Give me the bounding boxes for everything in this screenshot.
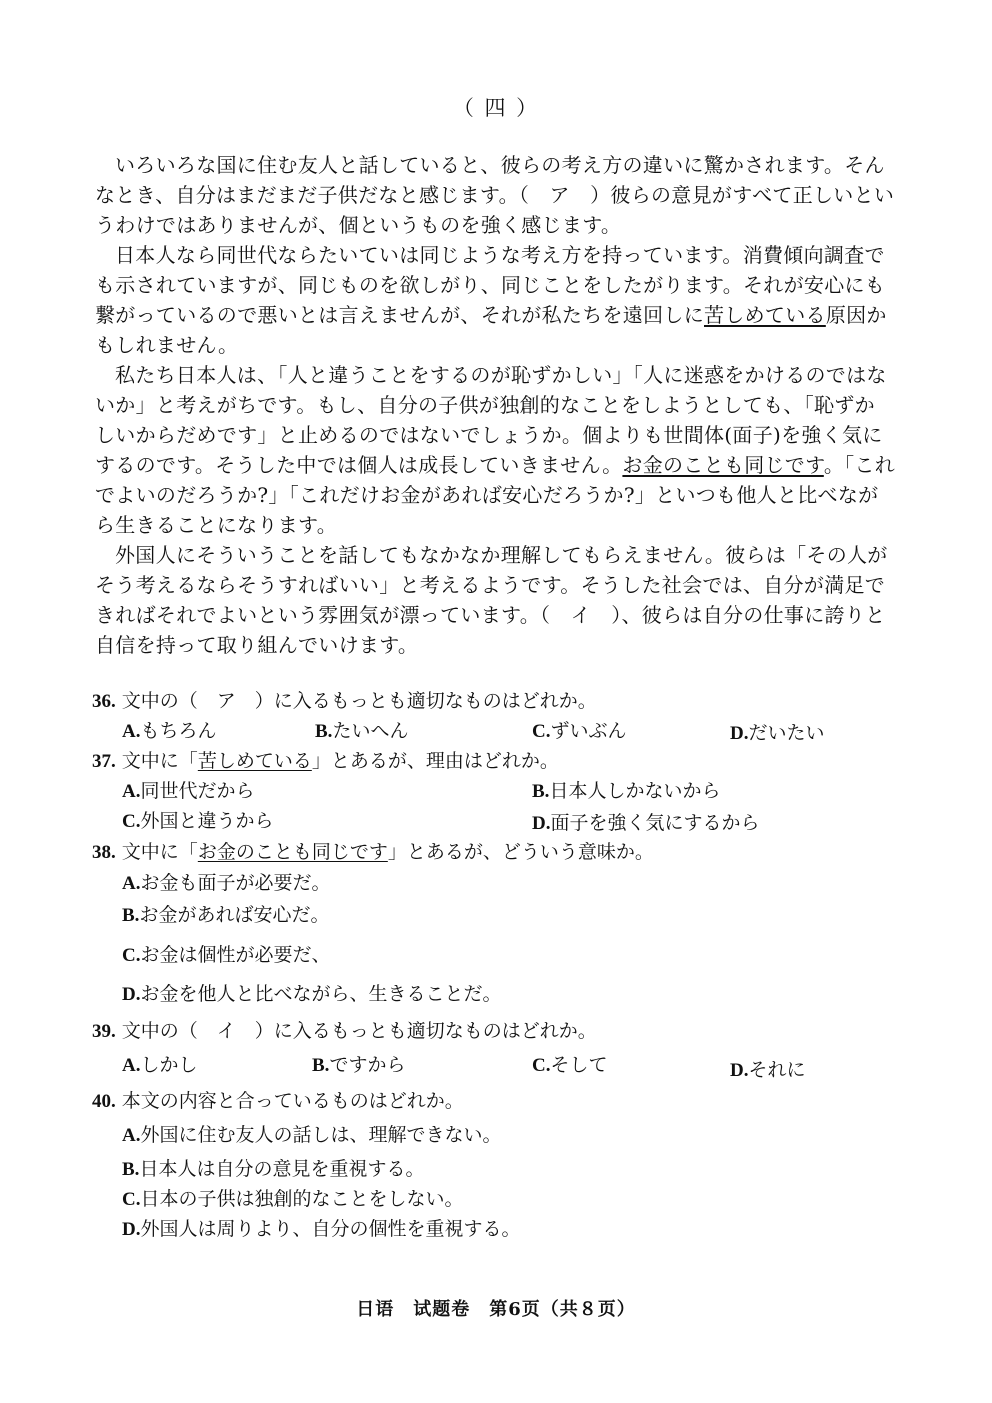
option-38-a[interactable] <box>122 868 331 899</box>
page-footer: 日语 试题卷 第6页（共８页） <box>356 1299 636 1320</box>
option-40-b[interactable] <box>122 1154 424 1185</box>
option-text: お金も面子が必要だ。 <box>140 872 331 894</box>
question-text: 文中の（ イ ）に入るもっとも適切なものはどれか。 <box>121 1020 597 1042</box>
option-40-c[interactable] <box>122 1184 464 1215</box>
option-37-b[interactable] <box>532 776 720 807</box>
question-38 <box>92 837 654 868</box>
option-text: お金は個性が必要だ、 <box>140 944 331 966</box>
passage-text: 私たち日本人は、「人と違うことをするのが恥ずかしい」「人に迷惑をかけるのではないか」と考えがちです。もし、自分の子供が独創的なことをしようとしても、「恥ずかしいからだめです」と止めるのではないでしょうか。個よりも世間体(面子)を強く気にするのです。そうした中では個人は成長していきません。 <box>95 363 887 477</box>
option-37-d[interactable] <box>532 808 760 839</box>
question-text: 本文の内容と合っているものはどれか。 <box>121 1090 464 1112</box>
question-36 <box>92 686 597 717</box>
option-text: 日本人しかないから <box>549 780 721 802</box>
option-text: お金を他人と比べながら、生きることだ。 <box>140 983 502 1005</box>
question-text: 」とあるが、理由はどれか。 <box>311 750 559 772</box>
option-39-d[interactable] <box>730 1055 806 1086</box>
section-title: （ 四 ） <box>452 96 540 120</box>
option-37-c[interactable] <box>122 806 274 837</box>
underlined-phrase: お金のことも同じです <box>197 841 388 863</box>
question-text: 」とあるが、どういう意味か。 <box>387 841 654 863</box>
option-39-c[interactable] <box>532 1050 608 1081</box>
option-letter: A. <box>122 781 141 802</box>
option-39-a[interactable] <box>122 1050 198 1081</box>
passage-text: 。「これでよいのだろうか?」「これだけお金があれば安心だろうか?」といつも他人と比べながら生きることになります。 <box>95 453 896 537</box>
reading-passage <box>95 150 895 660</box>
option-text: お金があれば安心だ。 <box>139 904 330 926</box>
underlined-phrase: 苦しめている <box>704 303 826 327</box>
option-letter: B. <box>312 1055 330 1076</box>
passage-paragraph-3 <box>95 360 895 540</box>
option-36-a[interactable] <box>122 716 217 747</box>
option-letter: C. <box>532 721 551 742</box>
option-38-d[interactable] <box>122 979 502 1010</box>
option-text: しかし <box>140 1054 198 1076</box>
passage-paragraph-1: いろいろな国に住む友人と話していると、彼らの考え方の違いに驚かされます。そんなとき、自分はまだまだ子供だなと感じます。（ ア ）彼らの意見がすべて正しいというわけではありませんが、個というものを強く感じます。 <box>95 153 895 237</box>
option-text: そして <box>550 1054 608 1076</box>
underlined-phrase: お金のことも同じです <box>622 453 824 477</box>
option-40-a[interactable] <box>122 1120 502 1151</box>
question-number: 39. <box>92 1021 116 1042</box>
option-38-b[interactable] <box>122 900 329 931</box>
option-letter: C. <box>122 811 141 832</box>
option-37-a[interactable] <box>122 776 255 807</box>
question-number: 36. <box>92 691 116 712</box>
option-letter: A. <box>122 1125 141 1146</box>
question-text: 文中の（ ア ）に入るもっとも適切なものはどれか。 <box>121 690 597 712</box>
option-letter: C. <box>122 1189 141 1210</box>
option-text: ずいぶん <box>550 720 627 742</box>
option-text: 外国と違うから <box>140 810 274 832</box>
option-36-b[interactable] <box>315 716 408 747</box>
option-letter: D. <box>122 1219 141 1240</box>
question-number: 38. <box>92 842 116 863</box>
underlined-phrase: 苦しめている <box>197 750 312 772</box>
option-text: 同世代だから <box>140 780 255 802</box>
option-letter: D. <box>532 813 551 834</box>
passage-paragraph-2 <box>95 240 895 360</box>
option-text: ですから <box>329 1054 406 1076</box>
option-letter: B. <box>315 721 333 742</box>
question-40 <box>92 1086 464 1117</box>
question-text: 文中に「 <box>121 841 198 863</box>
passage-text: 日本人なら同世代ならたいていは同じような考え方を持っています。消費傾向調査でも示されていますが、同じものを欲しがり、同じことをしたがります。それが安心にも繋がっているので悪いとは言えませんが、それが私たちを遠回しに <box>95 243 886 327</box>
question-39 <box>92 1016 597 1047</box>
question-number: 40. <box>92 1091 116 1112</box>
question-number: 37. <box>92 751 116 772</box>
option-letter: C. <box>532 1055 551 1076</box>
option-letter: D. <box>730 723 749 744</box>
question-37 <box>92 746 559 777</box>
option-text: 面子を強く気にするから <box>550 812 760 834</box>
option-39-b[interactable] <box>312 1050 405 1081</box>
option-40-d[interactable] <box>122 1214 521 1245</box>
option-text: 日本の子供は独創的なことをしない。 <box>140 1188 464 1210</box>
option-38-c[interactable] <box>122 940 331 971</box>
passage-text: 原因かもしれません。 <box>95 303 887 357</box>
option-letter: C. <box>122 945 141 966</box>
option-36-c[interactable] <box>532 716 627 747</box>
option-text: 外国に住む友人の話しは、理解できない。 <box>140 1124 502 1146</box>
question-text: 文中に「 <box>121 750 198 772</box>
option-letter: B. <box>122 905 140 926</box>
option-text: だいたい <box>748 722 825 744</box>
option-36-d[interactable] <box>730 718 825 749</box>
passage-paragraph-4: 外国人にそういうことを話してもなかなか理解してもらえません。彼らは「その人がそう考えるならそうすればいい」と考えるようです。そうした社会では、自分が満足できればそれでよいという雰囲気が漂っています。（ イ ）、彼らは自分の仕事に誇りと自信を持って取り組んでいけます。 <box>95 543 888 657</box>
option-letter: D. <box>730 1060 749 1081</box>
option-letter: A. <box>122 721 141 742</box>
option-text: それに <box>748 1059 806 1081</box>
option-letter: D. <box>122 984 141 1005</box>
option-letter: B. <box>122 1159 140 1180</box>
option-letter: B. <box>532 781 550 802</box>
option-text: もちろん <box>140 720 217 742</box>
option-text: 日本人は自分の意見を重視する。 <box>139 1158 425 1180</box>
option-text: たいへん <box>332 720 409 742</box>
option-letter: A. <box>122 873 141 894</box>
option-text: 外国人は周りより、自分の個性を重視する。 <box>140 1218 521 1240</box>
option-letter: A. <box>122 1055 141 1076</box>
